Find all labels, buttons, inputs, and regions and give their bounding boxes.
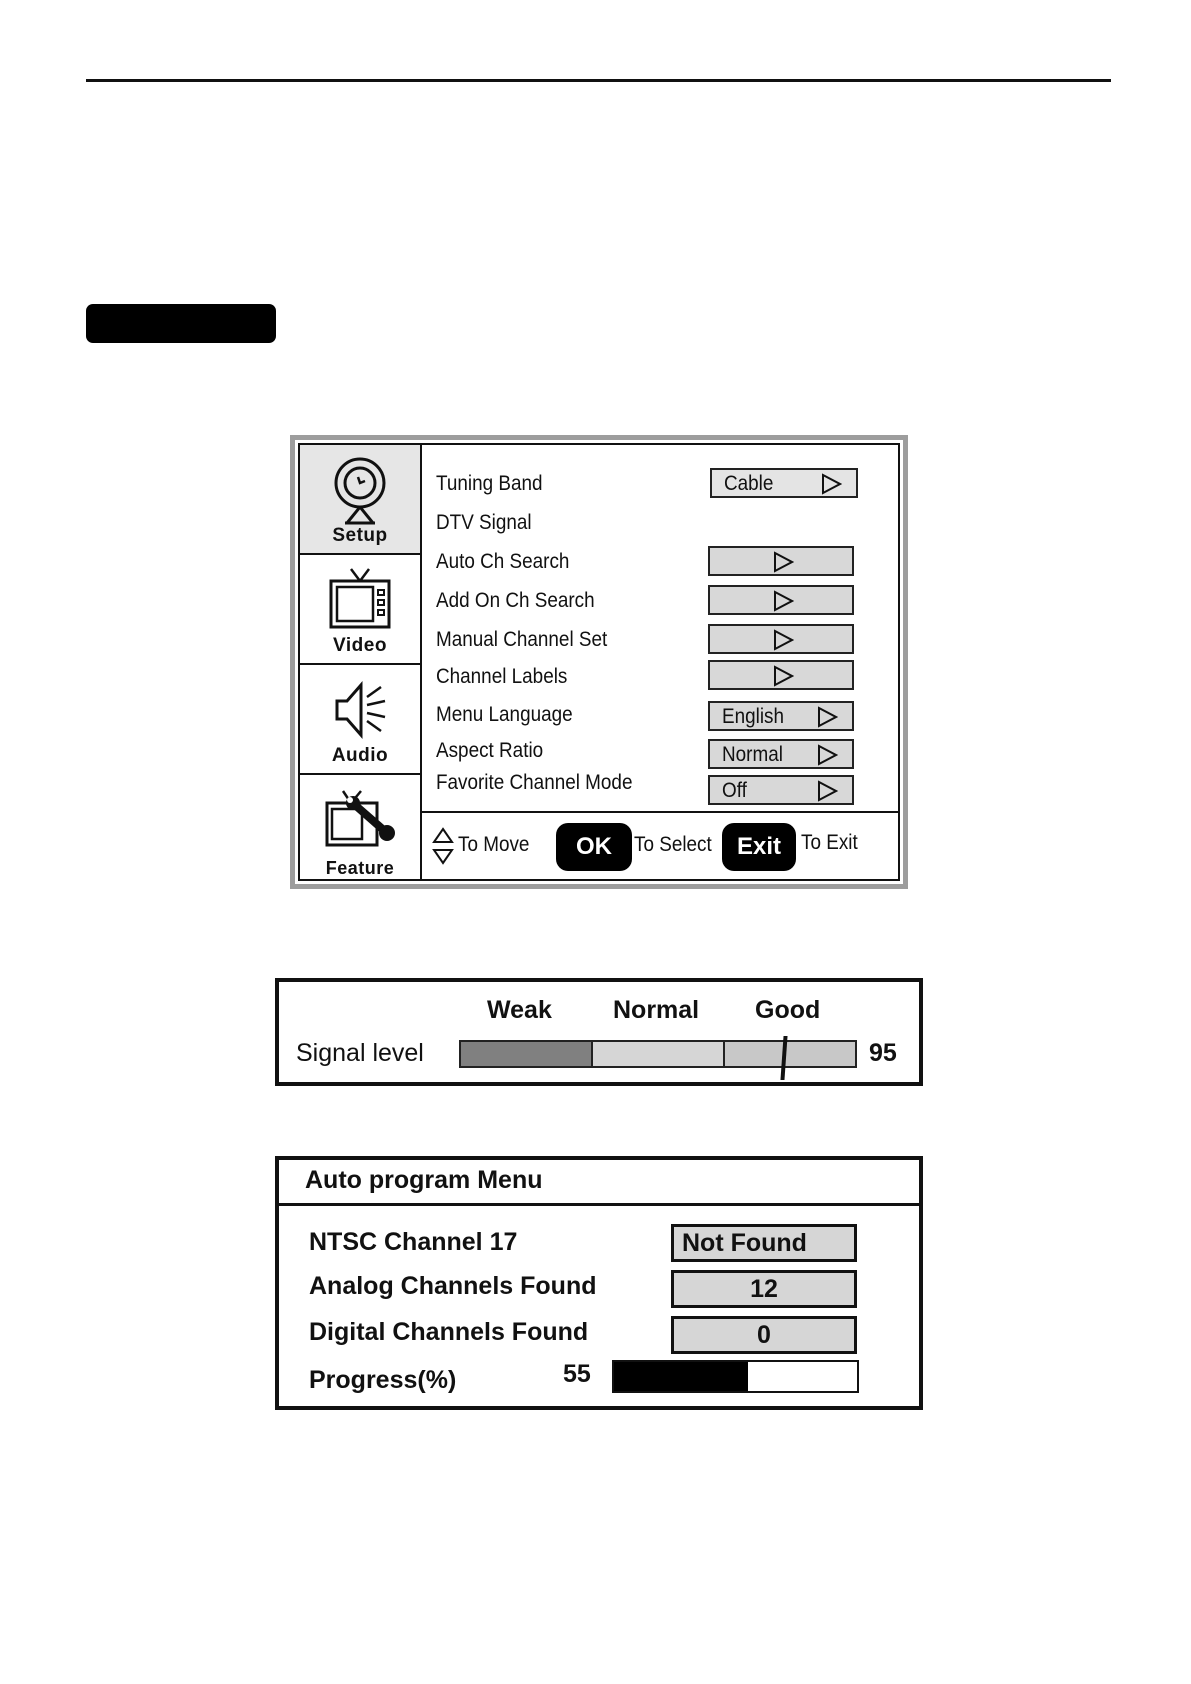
auto-program-title-bar — [279, 1160, 919, 1206]
play-arrow-icon — [772, 590, 794, 612]
favorite-channel-mode-select[interactable] — [708, 775, 854, 805]
play-arrow-icon — [772, 665, 794, 687]
menu-language-value: English — [722, 705, 785, 728]
option-menu-language-label: Menu Language — [436, 703, 573, 726]
sidebar-item-setup[interactable] — [300, 445, 420, 555]
signal-level-value: 95 — [869, 1039, 897, 1067]
zone-label-normal: Normal — [613, 996, 700, 1024]
auto-program-menu — [275, 1156, 923, 1410]
tv-icon — [325, 563, 395, 635]
hint-select-text: To Select — [634, 833, 712, 856]
progress-bar-fill — [614, 1362, 748, 1391]
tv-setup-menu — [290, 435, 908, 889]
auto-ch-search-button[interactable] — [708, 546, 854, 576]
option-dtv-signal-label: DTV Signal — [436, 511, 532, 534]
option-auto-ch-search-label: Auto Ch Search — [436, 550, 570, 573]
play-arrow-icon — [820, 473, 842, 495]
digital-channels-found-label: Digital Channels Found — [309, 1318, 589, 1346]
exit-button[interactable]: Exit — [722, 823, 796, 871]
digital-channels-found-value: 0 — [671, 1316, 857, 1354]
option-favorite-channel-mode-label: Favorite Channel Mode — [436, 771, 633, 794]
section-tab-redacted — [86, 304, 276, 343]
hint-move-text: To Move — [458, 833, 530, 856]
hint-exit-text: To Exit — [801, 831, 858, 854]
ntsc-channel-label: NTSC Channel 17 — [309, 1228, 518, 1256]
tuning-band-select[interactable] — [710, 468, 858, 498]
sidebar-item-feature[interactable] — [300, 775, 420, 885]
satellite-dish-icon — [325, 453, 395, 525]
ntsc-channel-status: Not Found — [671, 1224, 857, 1262]
signal-level-panel — [275, 978, 923, 1086]
analog-channels-found-value: 12 — [671, 1270, 857, 1308]
speaker-icon — [325, 673, 395, 745]
play-arrow-icon — [816, 706, 838, 728]
option-aspect-ratio-label: Aspect Ratio — [436, 739, 544, 762]
tv-wrench-icon — [321, 783, 399, 855]
play-arrow-icon — [816, 780, 838, 802]
play-arrow-icon — [816, 744, 838, 766]
option-channel-labels-label: Channel Labels — [436, 665, 568, 688]
signal-level-label: Signal level — [296, 1039, 424, 1067]
sidebar-label-setup: Setup — [332, 525, 388, 546]
auto-program-title: Auto program Menu — [305, 1166, 543, 1194]
header-rule — [86, 79, 1111, 82]
manual-channel-set-button[interactable] — [708, 624, 854, 654]
aspect-ratio-select[interactable] — [708, 739, 854, 769]
signal-zone-weak — [461, 1042, 593, 1066]
add-on-ch-search-button[interactable] — [708, 585, 854, 615]
sidebar-label-audio: Audio — [331, 745, 389, 766]
signal-zone-normal — [593, 1042, 725, 1066]
menu-hint-bar — [420, 811, 898, 879]
menu-sidebar — [300, 445, 422, 879]
aspect-ratio-value: Normal — [722, 743, 783, 766]
menu-frame — [298, 443, 900, 881]
zone-label-weak: Weak — [487, 996, 552, 1024]
analog-channels-found-label: Analog Channels Found — [309, 1272, 597, 1300]
signal-zone-good — [725, 1042, 855, 1066]
sidebar-item-video[interactable] — [300, 555, 420, 665]
tuning-band-value: Cable — [724, 472, 774, 495]
channel-labels-button[interactable] — [708, 660, 854, 690]
option-tuning-band-label: Tuning Band — [436, 472, 543, 495]
progress-value: 55 — [563, 1360, 591, 1388]
option-manual-channel-set-label: Manual Channel Set — [436, 628, 608, 651]
ok-button[interactable]: OK — [556, 823, 632, 871]
progress-label: Progress(%) — [309, 1366, 457, 1394]
menu-language-select[interactable] — [708, 701, 854, 731]
favorite-channel-mode-value: Off — [722, 779, 747, 802]
play-arrow-icon — [772, 629, 794, 651]
progress-bar — [612, 1360, 859, 1393]
up-down-arrows-icon — [432, 827, 454, 865]
sidebar-label-feature: Feature — [325, 858, 395, 878]
option-add-on-ch-search-label: Add On Ch Search — [436, 589, 595, 612]
sidebar-item-audio[interactable] — [300, 665, 420, 775]
zone-label-good: Good — [755, 996, 821, 1024]
play-arrow-icon — [772, 551, 794, 573]
sidebar-label-video: Video — [333, 635, 387, 656]
signal-level-bar — [459, 1040, 857, 1068]
